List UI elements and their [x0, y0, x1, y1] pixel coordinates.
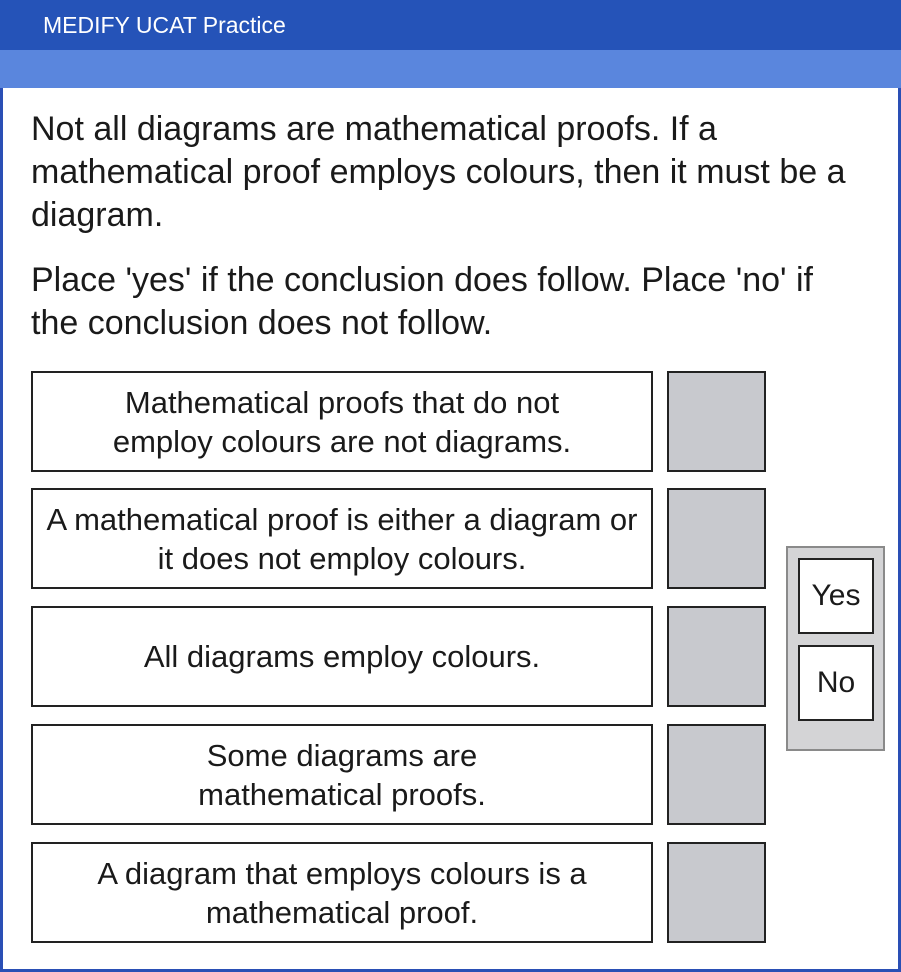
answer-drop-zone-4[interactable]	[667, 724, 766, 825]
statement-5	[31, 842, 653, 943]
statement-text: Some diagrams are mathematical proofs.	[198, 737, 486, 812]
statement-2	[31, 488, 653, 589]
question-instruction: Place 'yes' if the conclusion does follow. Place 'no' if the conclusion does not follow.	[31, 261, 813, 342]
answer-drop-zone-5[interactable]	[667, 842, 766, 943]
statement-4	[31, 724, 653, 825]
answer-drop-zone-3[interactable]	[667, 606, 766, 707]
answer-drop-zone-2[interactable]	[667, 488, 766, 589]
answer-drop-zone-1[interactable]	[667, 371, 766, 472]
answer-options-panel	[786, 546, 885, 751]
statement-text: All diagrams employ colours.	[143, 639, 541, 674]
no-answer-tile[interactable]: No	[798, 645, 874, 721]
statement-1	[31, 371, 653, 472]
yes-answer-tile[interactable]: Yes	[798, 558, 874, 634]
toolbar	[0, 50, 901, 88]
statement-text: A diagram that employs colours is a mathematical proof.	[97, 855, 587, 930]
statement-text: A mathematical proof is either a diagram or it does not employ colours.	[46, 501, 638, 576]
statement-text: Mathematical proofs that do not employ colours are not diagrams.	[112, 384, 572, 459]
statement-3	[31, 606, 653, 707]
question-stem: Not all diagrams are mathematical proofs. If a mathematical proof employs colours, then it must be a diagram.	[31, 110, 846, 234]
window-title: MEDIFY UCAT Practice	[43, 12, 286, 38]
title-bar	[0, 0, 901, 50]
